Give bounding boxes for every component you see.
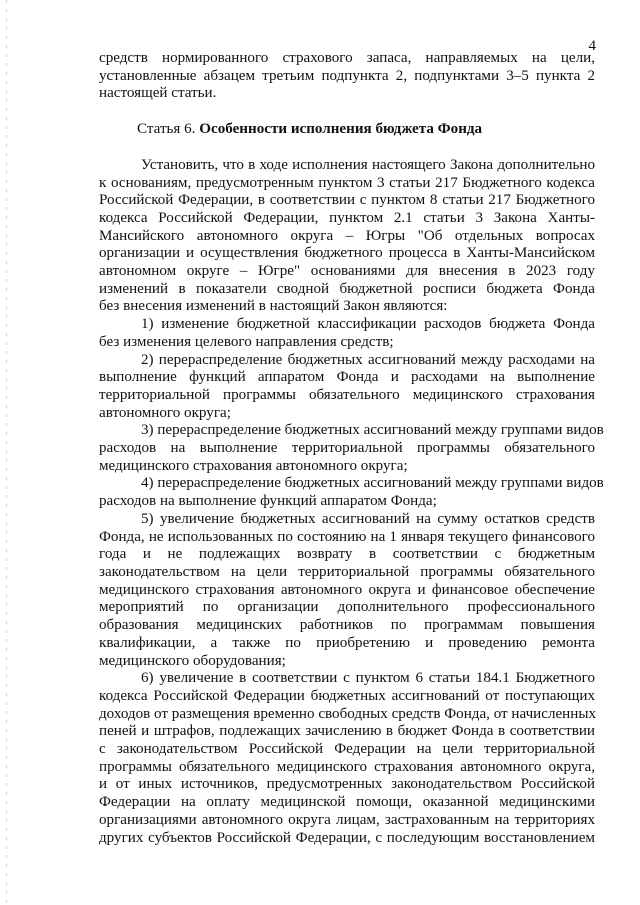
paragraph: [99, 157, 595, 316]
text-line: других субъектов Российской Федерации, с последующим восстановлением: [99, 829, 595, 846]
text-line: Установить, что в ходе исполнения настоящего Закона дополнительно: [141, 156, 595, 173]
article-heading: [99, 121, 595, 139]
paragraph: [99, 511, 595, 670]
text-line: 4) перераспределение бюджетных ассигнований между группами видов: [141, 475, 604, 492]
text-line: доходов от размещения временно свободных средств Фонда, от начисленных: [99, 705, 597, 722]
text-line: мероприятий по организации дополнительного профессионального: [99, 599, 595, 616]
article-title: Особенности исполнения бюджета Фонда: [199, 121, 483, 138]
text-line: пеней и штрафов, подлежащих зачислению в бюджет Фонда в соответствии: [99, 723, 595, 740]
text-line: без внесения изменений в настоящий Закон являются:: [99, 298, 448, 315]
text-line: к основаниям, предусмотренным пунктом 3 статьи 217 Бюджетного кодекса: [99, 174, 595, 191]
text-line: изменений в показатели сводной бюджетной росписи бюджета Фонда: [99, 280, 595, 297]
text-line: без изменения целевого направления средств;: [99, 333, 394, 350]
article-label: Статья 6.: [137, 121, 196, 138]
text-line: настоящей статьи.: [99, 85, 217, 102]
text-line: Российской Федерации, в соответствии с пунктом 8 статьи 217 Бюджетного: [99, 192, 595, 209]
text-line: средств нормированного страхового запаса, направляемых на цели,: [99, 50, 595, 66]
text-line: расходов на выполнение функций аппаратом Фонда;: [99, 493, 437, 510]
text-line: Фонда, не использованных по состоянию на 1 января текущего финансового: [99, 528, 595, 545]
text-line: медицинского страхования автономного округа и финансовое обеспечение: [99, 581, 595, 598]
text-line: 3) перераспределение бюджетных ассигнований между группами видов: [141, 422, 604, 439]
text-line: расходов на выполнение территориальной программы обязательного: [99, 440, 595, 457]
text-line: законодательством на цели территориальной программы обязательного: [99, 563, 595, 580]
text-line: образования медицинских работников по программам повышения: [99, 617, 595, 634]
text-line: квалификации, а также по приобретению и проведению ремонта: [99, 634, 595, 651]
text-line: программы обязательного медицинского страхования автономного округа,: [99, 758, 595, 775]
paragraph: [99, 475, 604, 510]
text-line: автономном округе – Югре" основаниями для внесения в 2023 году: [99, 263, 595, 280]
page-number: 4: [588, 38, 596, 54]
text-line: 6) увеличение в соответствии с пунктом 6 статьи 184.1 Бюджетного: [141, 670, 595, 687]
text-line: с законодательством Российской Федерации на цели территориальной: [99, 741, 595, 758]
text-line: 2) перераспределение бюджетных ассигнований между расходами на: [141, 351, 595, 368]
paragraph: [99, 352, 595, 423]
text-line: территориальной программы обязательного медицинского страхования: [99, 386, 595, 403]
text-line: Мансийского автономного округа – Югры "Об отдельных вопросах: [99, 227, 595, 244]
text-line: и от иных источников, предусмотренных законодательством Российской: [99, 776, 595, 793]
document-body: [99, 50, 604, 847]
text-line: 1) изменение бюджетной классификации расходов бюджета Фонда: [141, 316, 595, 333]
text-line: Федерации на оплату медицинской помощи, оказанной медицинскими: [99, 794, 595, 811]
text-line: организации и осуществления бюджетного процесса в Ханты-Мансийском: [99, 245, 595, 262]
text-line: кодекса Российской Федерации, пунктом 2.1 статьи 3 Закона Ханты-: [99, 209, 595, 226]
text-line: выполнение функций аппаратом Фонда и расходами на выполнение: [99, 369, 595, 386]
paragraph: [99, 316, 595, 351]
text-line: автономного округа;: [99, 404, 231, 421]
text-line: года и не подлежащих возврату в соответствии с бюджетным: [99, 546, 595, 563]
text-line: кодекса Российской Федерации бюджетных ассигнований от поступающих: [99, 687, 595, 704]
text-line: 5) увеличение бюджетных ассигнований на сумму остатков средств: [141, 510, 595, 527]
paragraph: [99, 670, 595, 847]
text-line: организациями автономного округа лицам, застрахованным на территориях: [99, 811, 595, 828]
article-paragraphs: [99, 156, 604, 847]
intro-paragraph: [99, 50, 595, 103]
text-line: медицинского оборудования;: [99, 652, 286, 669]
scan-edge-artifact: [6, 0, 7, 905]
text-line: медицинского страхования автономного округа;: [99, 457, 408, 474]
text-line: установленные абзацем третьим подпункта 2, подпунктами 3–5 пункта 2: [99, 67, 595, 84]
paragraph: [99, 422, 604, 475]
